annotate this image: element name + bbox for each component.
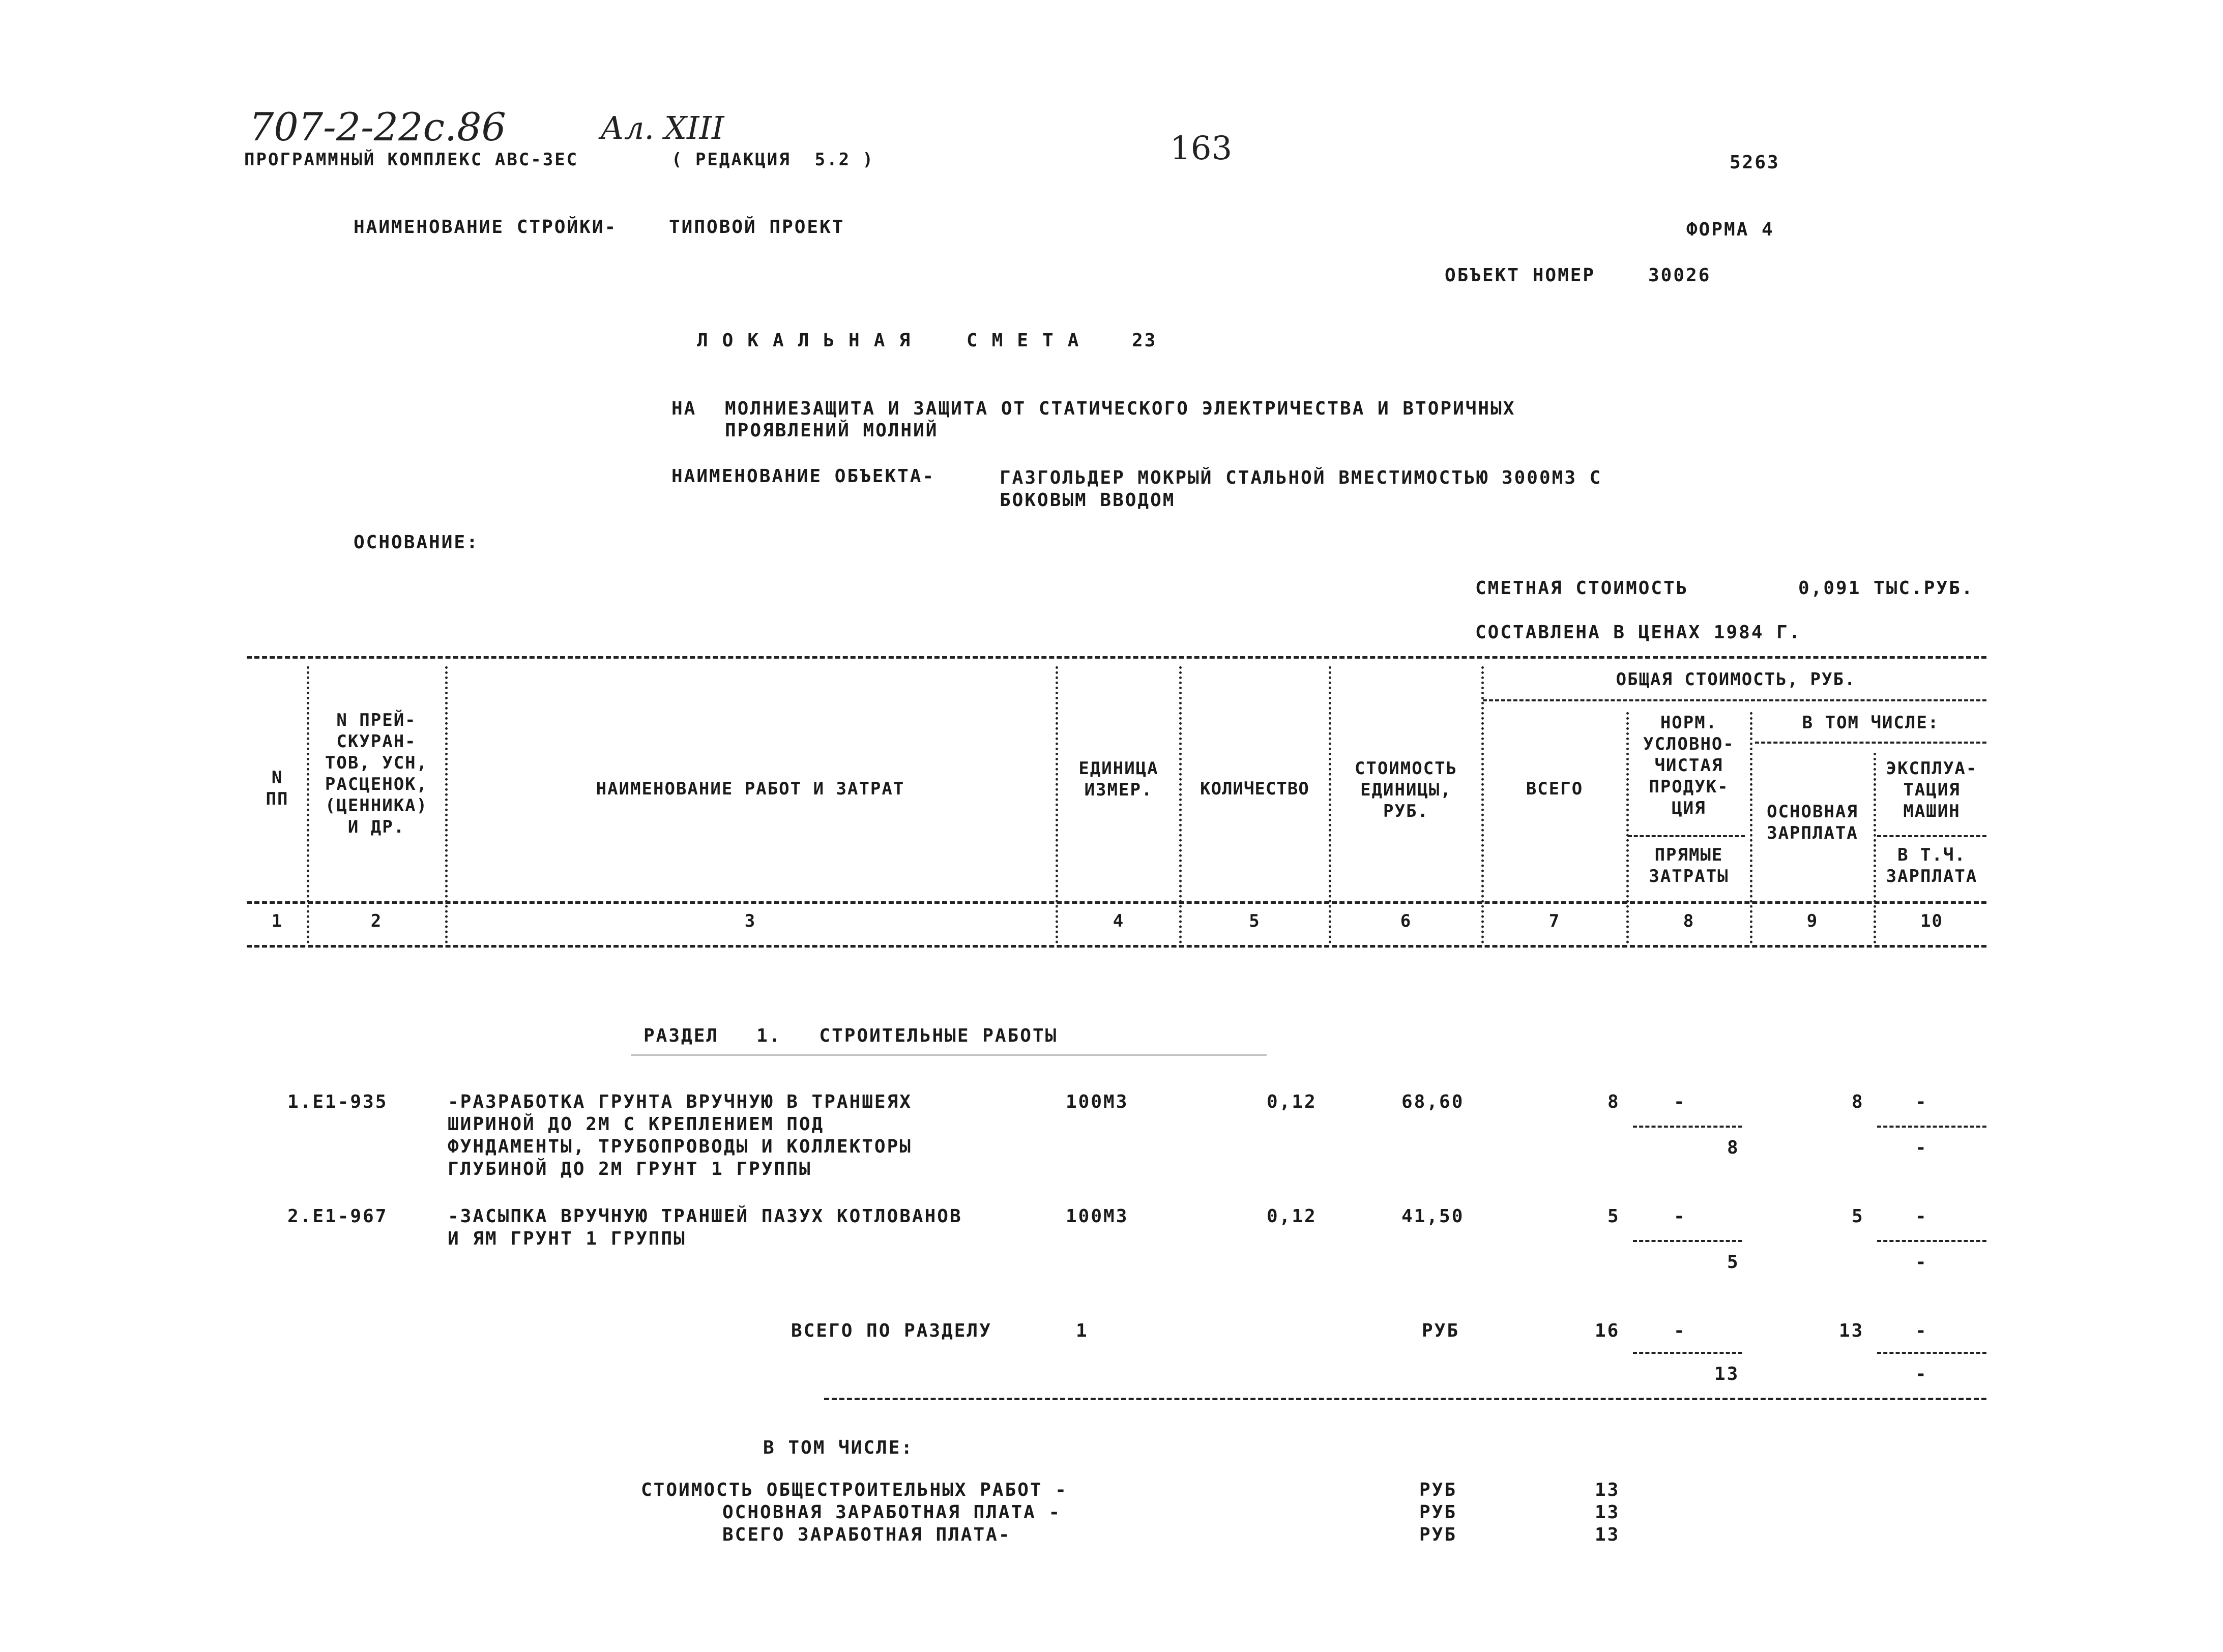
col-number-7: 7	[1548, 911, 1561, 931]
including-label: В ТОМ ЧИСЛЕ:	[763, 1437, 914, 1458]
col-number-1: 1	[271, 911, 283, 931]
cost-label: СМЕТНАЯ СТОИМОСТЬ	[1475, 578, 1689, 599]
section-total-c8-rule	[1633, 1352, 1742, 1354]
table-numbers-bottom-rule	[247, 945, 1986, 948]
site-label: НАИМЕНОВАНИЕ СТРОЙКИ-	[354, 217, 618, 238]
title-number: 23	[1132, 330, 1157, 351]
object-name-line2: БОКОВЫМ ВВОДОМ	[1000, 490, 1176, 511]
handwritten-page-number: 163	[1170, 130, 1233, 167]
row-unit: 100М3	[1066, 1092, 1129, 1112]
row-c10-rule	[1877, 1126, 1986, 1128]
row-price: 68,60	[1401, 1092, 1465, 1112]
header-incl: В ТОМ ЧИСЛЕ:	[1802, 713, 1940, 733]
program-edition: ( РЕДАКЦИЯ 5.2 )	[671, 150, 874, 170]
object-value: 30026	[1648, 265, 1711, 286]
form-label: ФОРМА 4	[1686, 219, 1774, 240]
colsep-9	[1874, 753, 1876, 943]
including-line-unit: РУБ	[1419, 1524, 1457, 1545]
program-name: ПРОГРАММНЫЙ КОМПЛЕКС АВС-3ЕС	[244, 150, 579, 170]
row-c10: 8	[1852, 1092, 1864, 1112]
colsep-4	[1179, 666, 1182, 943]
handwritten-project-code: 707-2-22с.86	[249, 104, 506, 150]
col-number-5: 5	[1249, 911, 1261, 931]
site-value: ТИПОВОЙ ПРОЕКТ	[669, 217, 845, 238]
header-col-4: ЕДИНИЦА ИЗМЕР.	[1078, 758, 1159, 800]
row-total: 8	[1607, 1092, 1620, 1112]
section-total-total: 16	[1595, 1320, 1620, 1341]
header-col-10-bottom: В Т.Ч. ЗАРПЛАТА	[1886, 845, 1978, 887]
cost-value: 0,091 ТЫС.РУБ.	[1798, 578, 1974, 599]
row-c10: 5	[1852, 1206, 1864, 1227]
row-c8: -	[1674, 1206, 1686, 1227]
col-number-10: 10	[1920, 911, 1943, 931]
colsep-6	[1481, 666, 1484, 943]
row-total: 5	[1607, 1206, 1620, 1227]
including-line-unit: РУБ	[1419, 1480, 1457, 1500]
for-line2: ПРОЯВЛЕНИЙ МОЛНИЙ	[725, 420, 939, 441]
row-c8-rule	[1633, 1126, 1742, 1128]
including-line-label: ВСЕГО ЗАРАБОТНАЯ ПЛАТА-	[722, 1524, 1011, 1545]
row-name: -РАЗРАБОТКА ГРУНТА ВРУЧНУЮ В ТРАНШЕЯХ ШИРИНОЙ ДО 2М С КРЕПЛЕНИЕМ ПОД ФУНДАМЕНТЫ, ТРУБОПРОВОДЫ И КОЛЛЕКТОРЫ ГЛУБИНОЙ ДО 2М ГРУНТ 1 ГРУППЫ	[448, 1092, 912, 1179]
object-name-line1: ГАЗГОЛЬДЕР МОКРЫЙ СТАЛЬНОЙ ВМЕСТИМОСТЬЮ 3000М3 С	[1000, 467, 1602, 488]
section-total-c8: -	[1674, 1320, 1686, 1341]
row-qty: 0,12	[1267, 1092, 1317, 1112]
for-line1: МОЛНИЕЗАЩИТА И ЗАЩИТА ОТ СТАТИЧЕСКОГО ЭЛЕКТРИЧЕСТВА И ВТОРИЧНЫХ	[725, 398, 1516, 419]
header-col-10-top: ЭКСПЛУА- ТАЦИЯ МАШИН	[1886, 758, 1978, 821]
row-c8: -	[1674, 1092, 1686, 1112]
including-line-label: СТОИМОСТЬ ОБЩЕСТРОИТЕЛЬНЫХ РАБОТ -	[641, 1480, 1068, 1500]
c8-split-rule	[1628, 835, 1745, 837]
row-code: 2.Е1-967	[287, 1206, 388, 1227]
row-name: -ЗАСЫПКА ВРУЧНУЮ ТРАНШЕЙ ПАЗУХ КОТЛОВАНОВ И ЯМ ГРУНТ 1 ГРУППЫ	[448, 1206, 962, 1249]
row-price: 41,50	[1401, 1206, 1465, 1227]
header-col-2: N ПРЕЙ- СКУРАН- ТОВ, УСН, РАСЦЕНОК, (ЦЕННИКА) И ДР.	[325, 710, 428, 837]
including-line-unit: РУБ	[1419, 1502, 1457, 1523]
row-c10a: -	[1915, 1206, 1928, 1227]
section-title: РАЗДЕЛ 1. СТРОИТЕЛЬНЫЕ РАБОТЫ	[643, 1025, 1058, 1046]
row-code: 1.Е1-935	[287, 1092, 388, 1112]
col-number-6: 6	[1400, 911, 1412, 931]
handwritten-album: Ал. XIII	[600, 109, 724, 146]
basis-label: ОСНОВАНИЕ:	[354, 532, 479, 553]
section-title-underline	[631, 1054, 1267, 1055]
row-unit: 100М3	[1066, 1206, 1129, 1227]
row-c8-rule	[1633, 1240, 1742, 1242]
row-c10b: -	[1915, 1137, 1928, 1158]
col-number-8: 8	[1683, 911, 1695, 931]
row-c8b: 5	[1727, 1252, 1740, 1273]
section-total-rule	[824, 1398, 1986, 1400]
section-total-num: 1	[1076, 1320, 1089, 1341]
colsep-2	[445, 666, 448, 943]
section-total-c10b: -	[1915, 1364, 1928, 1384]
header-col-5: КОЛИЧЕСТВО	[1200, 779, 1309, 799]
colsep-3	[1056, 666, 1058, 943]
section-total-unit: РУБ	[1422, 1320, 1460, 1341]
c10-split-rule	[1877, 835, 1986, 837]
section-total-c10a: -	[1915, 1320, 1928, 1341]
header-col-1: N ПП	[266, 768, 289, 809]
colsep-5	[1329, 666, 1331, 943]
title-word1: ЛОКАЛЬНАЯ	[697, 330, 925, 351]
table-top-rule	[247, 656, 1986, 659]
col-number-2: 2	[370, 911, 383, 931]
title-word2: СМЕТА	[967, 330, 1093, 351]
row-c8b: 8	[1727, 1137, 1740, 1158]
object-label: ОБЪЕКТ НОМЕР	[1445, 265, 1596, 286]
header-total-cost: ОБЩАЯ СТОИМОСТЬ, РУБ.	[1616, 669, 1856, 690]
header-col-8-bottom: ПРЯМЫЕ ЗАТРАТЫ	[1649, 845, 1729, 887]
including-line-label: ОСНОВНАЯ ЗАРАБОТНАЯ ПЛАТА -	[722, 1502, 1062, 1523]
header-col-6: СТОИМОСТЬ ЕДИНИЦЫ, РУБ.	[1354, 758, 1458, 821]
col-number-9: 9	[1806, 911, 1819, 931]
col-number-3: 3	[744, 911, 756, 931]
section-total-c8b: 13	[1714, 1364, 1740, 1384]
row-c10b: -	[1915, 1252, 1928, 1273]
object-name-label: НАИМЕНОВАНИЕ ОБЪЕКТА-	[671, 466, 935, 487]
header-col-7: ВСЕГО	[1526, 779, 1584, 799]
section-total-c10: 13	[1839, 1320, 1864, 1341]
table-header-bottom-rule	[247, 901, 1986, 904]
prices-label: СОСТАВЛЕНА В ЦЕНАХ 1984 Г.	[1475, 622, 1802, 643]
including-line-value: 13	[1595, 1480, 1620, 1500]
col-number-4: 4	[1113, 911, 1125, 931]
header-col-3: НАИМЕНОВАНИЕ РАБОТ И ЗАТРАТ	[596, 779, 905, 799]
row-qty: 0,12	[1267, 1206, 1317, 1227]
doc-number: 5263	[1730, 152, 1780, 173]
row-c10a: -	[1915, 1092, 1928, 1112]
incl-rule	[1755, 742, 1986, 744]
colsep-7	[1626, 712, 1629, 943]
for-label: НА	[671, 398, 697, 419]
row-c10-rule	[1877, 1240, 1986, 1242]
header-col-8-top: НОРМ. УСЛОВНО- ЧИСТАЯ ПРОДУК- ЦИЯ	[1643, 713, 1735, 818]
total-cost-rule	[1483, 699, 1986, 701]
including-line-value: 13	[1595, 1502, 1620, 1523]
section-total-label: ВСЕГО ПО РАЗДЕЛУ	[791, 1320, 992, 1341]
colsep-1	[307, 666, 309, 943]
section-total-c10-rule	[1877, 1352, 1986, 1354]
including-line-value: 13	[1595, 1524, 1620, 1545]
header-col-9: ОСНОВНАЯ ЗАРПЛАТА	[1767, 802, 1858, 843]
